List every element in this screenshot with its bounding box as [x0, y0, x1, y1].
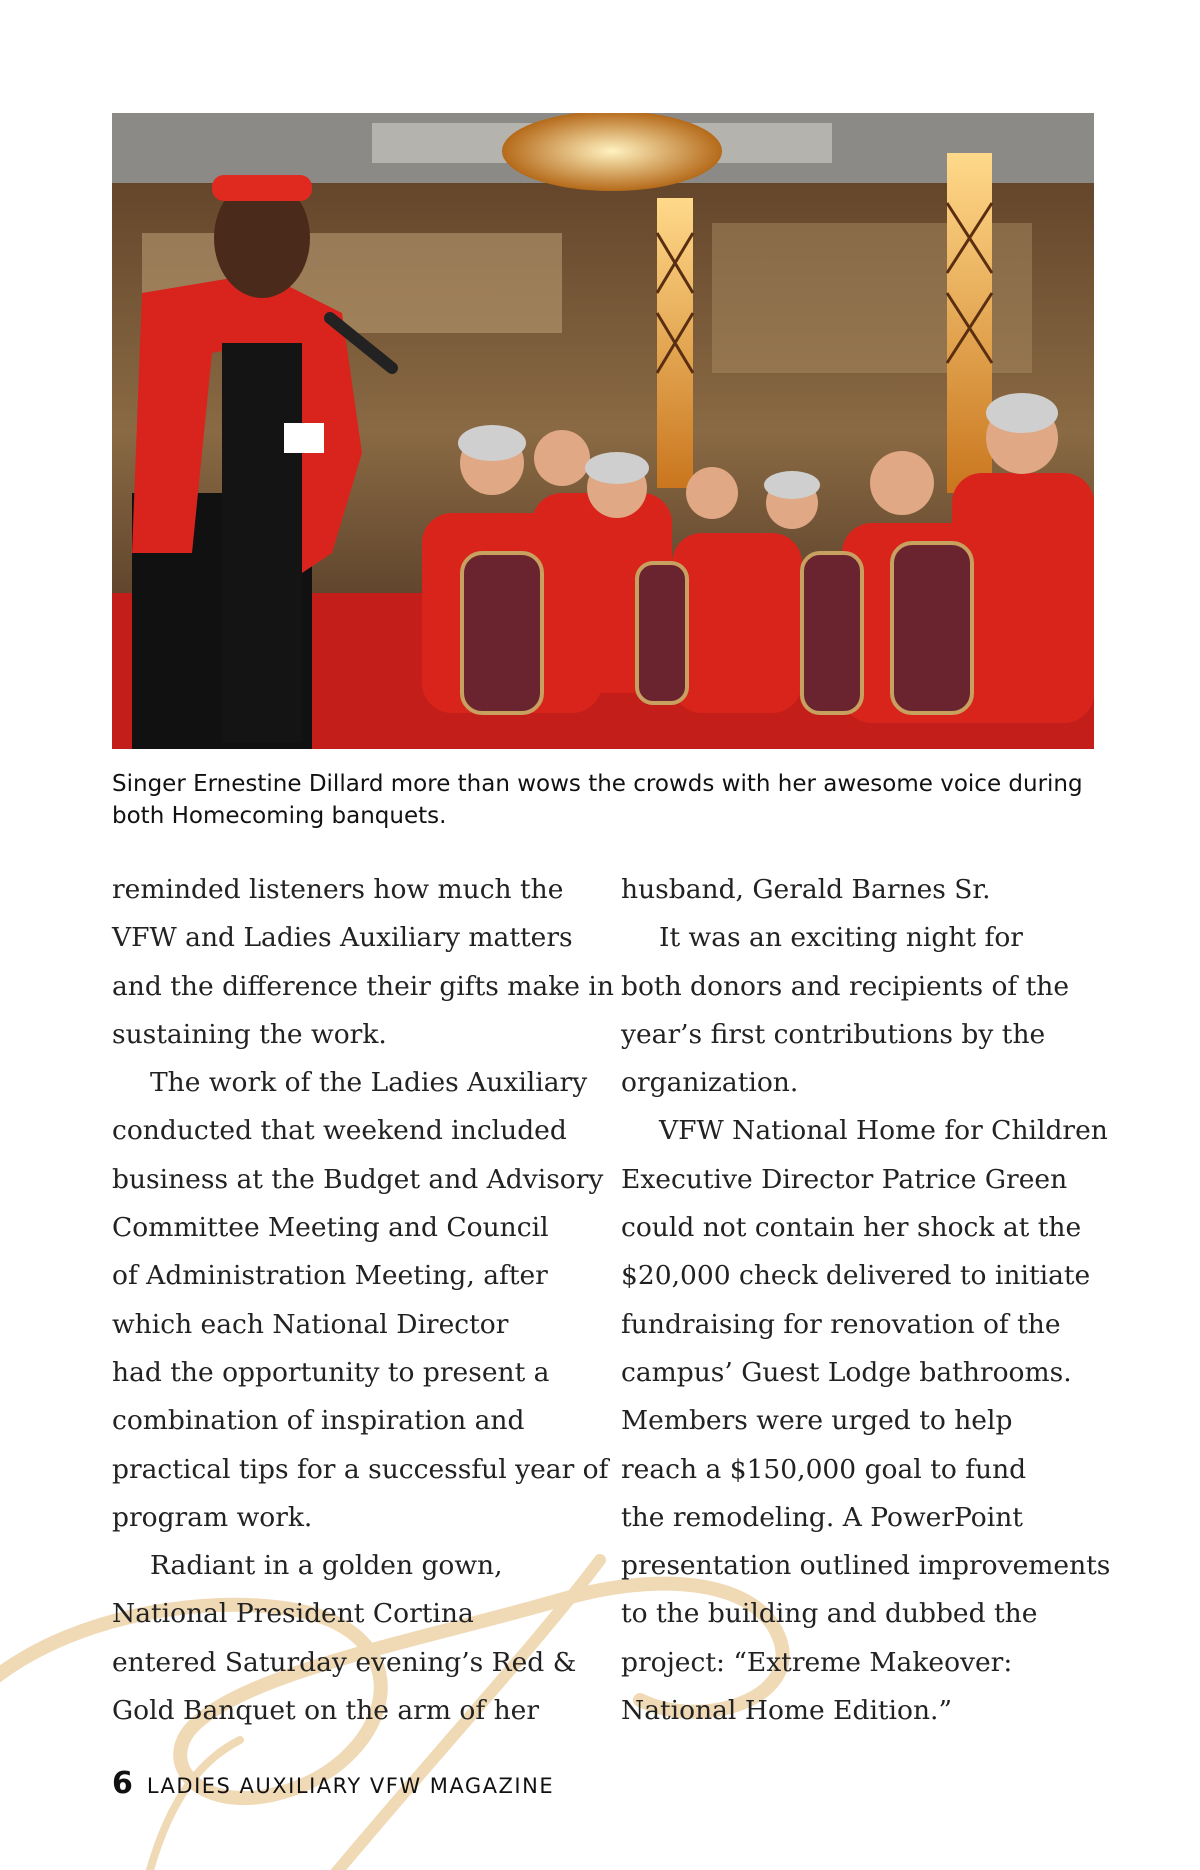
text-line: National President Cortina — [112, 1598, 474, 1630]
text-line: had the opportunity to present a — [112, 1356, 550, 1388]
text-line: the remodeling. A PowerPoint — [621, 1501, 1023, 1533]
paragraph — [621, 1107, 1141, 1735]
text-line: Gold Banquet on the arm of her — [112, 1695, 540, 1727]
page-number: 6 — [112, 1766, 133, 1801]
text-line: VFW and Ladies Auxiliary matters — [112, 922, 573, 954]
text-line: National Home Edition.” — [621, 1695, 953, 1727]
text-line: and the difference their gifts make in — [112, 970, 614, 1002]
magazine-title: LADIES AUXILIARY VFW MAGAZINE — [146, 1774, 555, 1798]
caption-text: Singer Ernestine Dillard more than wows the crowds with her awesome voice during both Homecoming banquets. — [112, 771, 1083, 829]
text-line: VFW National Home for Children — [659, 1115, 1108, 1147]
text-line: husband, Gerald Barnes Sr. — [621, 874, 991, 905]
text-line: It was an exciting night for — [659, 922, 1023, 954]
text-line: The work of the Ladies Auxiliary — [150, 1067, 588, 1099]
text-line: organization. — [621, 1067, 799, 1099]
text-line: Radiant in a golden gown, — [150, 1550, 503, 1582]
text-line: presentation outlined improvements — [621, 1550, 1111, 1582]
text-line: to the building and dubbed the — [621, 1598, 1038, 1630]
text-line: of Administration Meeting, after — [112, 1260, 548, 1292]
article-left-column — [112, 866, 612, 1735]
text-line: project: “Extreme Makeover: — [621, 1646, 1013, 1678]
text-line: fundraising for renovation of the — [621, 1308, 1061, 1340]
photo-caption — [112, 768, 1112, 832]
page-footer — [112, 1766, 554, 1801]
paragraph — [112, 1059, 612, 1542]
text-line: business at the Budget and Advisory — [112, 1163, 604, 1195]
text-line: year’s first contributions by the — [621, 1018, 1046, 1050]
text-line: Executive Director Patrice Green — [621, 1163, 1068, 1195]
paragraph — [112, 866, 612, 1059]
article-right-column — [621, 866, 1141, 1735]
text-line: could not contain her shock at the — [621, 1212, 1082, 1244]
text-line: Members were urged to help — [621, 1405, 1013, 1437]
text-line: both donors and recipients of the — [621, 970, 1070, 1002]
text-line: reminded listeners how much the — [112, 874, 564, 905]
text-line: entered Saturday evening’s Red & — [112, 1646, 577, 1678]
text-line: Committee Meeting and Council — [112, 1212, 549, 1244]
text-line: program work. — [112, 1501, 313, 1533]
text-line: campus’ Guest Lodge bathrooms. — [621, 1356, 1072, 1388]
banquet-photo-icon — [112, 113, 1094, 749]
text-line: which each National Director — [112, 1308, 509, 1340]
paragraph — [621, 866, 1141, 914]
text-line: practical tips for a successful year of — [112, 1453, 609, 1485]
text-line: combination of inspiration and — [112, 1405, 525, 1437]
paragraph — [112, 1542, 612, 1735]
text-line: sustaining the work. — [112, 1018, 387, 1050]
banquet-photo — [112, 113, 1094, 749]
text-line: $20,000 check delivered to initiate — [621, 1260, 1091, 1292]
text-line: conducted that weekend included — [112, 1115, 567, 1147]
text-line: reach a $150,000 goal to fund — [621, 1453, 1027, 1485]
paragraph — [621, 914, 1141, 1107]
